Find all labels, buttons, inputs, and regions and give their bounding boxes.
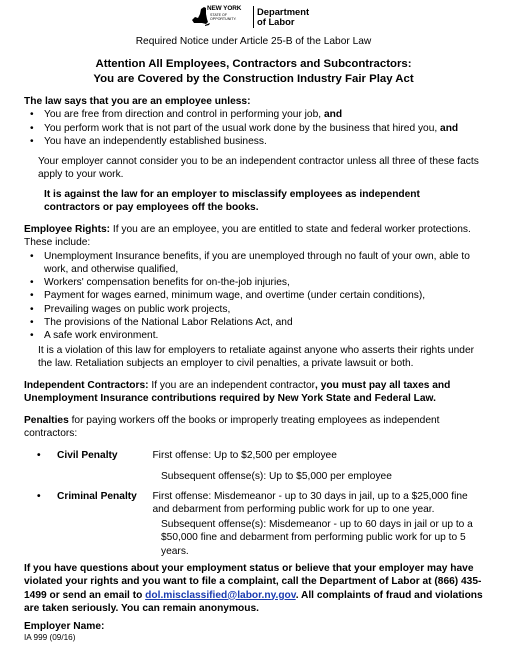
complaint-paragraph: If you have questions about your employment status or believe that your employer may have violated your rights and you want to file a complaint, call the Department of Labor at (866) 435-1499 or send an email to dol.misclassified@labor.ny.gov. All complaints of fraud and violations are taken seriously. You can remain anonymous. — [24, 563, 483, 614]
poster-title — [0, 57, 507, 87]
list-item: • A safe work environment. — [24, 329, 486, 342]
nys-state-logo — [189, 5, 251, 29]
logo-dept-line1: Department — [257, 6, 310, 18]
list-item: • The provisions of the National Labor Relations Act, and — [24, 316, 486, 329]
retaliation-paragraph: It is a violation of this law for employers to retaliate against anyone who asserts their rights under the law. Retaliation subjects an employer to civil penalties, a private lawsuit or both. — [38, 345, 475, 370]
misclassification-warning: It is against the law for an employer to misclassify employees as independent contractors or pay employees off the books. — [44, 189, 420, 214]
logo-state-name: NEW YORK — [207, 5, 242, 12]
title-line2: You are Covered by the Construction Industry Fair Play Act — [93, 72, 414, 85]
civil-penalty-label: • Civil Penalty — [37, 449, 152, 462]
criminal-subsequent-offense: Subsequent offense(s): Misdemeanor - up to 60 days in jail or up to a $50,000 fine and debarment from performing public work for up to 5 years. — [161, 519, 473, 557]
penalties-heading: Penalties — [24, 415, 69, 426]
employee-rights-list — [24, 250, 486, 343]
criminal-penalty-row — [37, 490, 487, 517]
employer-name-label: Employer Name: — [24, 621, 105, 632]
employee-rights-section — [24, 223, 486, 342]
employee-rights-heading: Employee Rights: — [24, 224, 111, 235]
list-item: • You have an independently established business. — [24, 135, 486, 148]
civil-first-offense: First offense: Up to $2,500 per employee — [152, 450, 337, 461]
employee-definition-section — [24, 95, 486, 148]
complaint-email-link[interactable]: dol.misclassified@labor.ny.gov — [145, 589, 296, 601]
criminal-penalty-label: • Criminal Penalty — [37, 490, 152, 517]
civil-subsequent-offense: Subsequent offense(s): Up to $5,000 per employee — [161, 471, 392, 482]
independent-contractors-heading: Independent Contractors: — [24, 380, 149, 391]
title-line1: Attention All Employees, Contractors and Subcontractors: — [95, 58, 412, 70]
list-item: • You perform work that is not part of the usual work done by the business that hired you, and — [24, 122, 486, 135]
list-item: • Unemployment Insurance benefits, if you are unemployed through no fault of your own, able to work, and otherwise qualified, — [24, 250, 486, 277]
penalties-intro: Penalties for paying workers off the books or improperly treating employees as independent contractors: — [24, 415, 440, 440]
criminal-first-offense: First offense: Misdemeanor - up to 30 days in jail, up to a $25,000 fine and debarment from performing public work for up to one year. — [152, 491, 468, 516]
civil-penalty-row — [37, 449, 487, 462]
logo-divider — [253, 6, 254, 28]
employee-definition-heading: The law says that you are an employee unless: — [24, 96, 251, 107]
list-item: • Payment for wages earned, minimum wage, and overtime (under certain conditions), — [24, 289, 486, 302]
logo-department — [257, 7, 309, 27]
logo-tagline-line1: STATE OF — [210, 13, 228, 17]
logo-tagline-line2: OPPORTUNITY. — [210, 16, 237, 21]
employee-rights-intro: Employee Rights: If you are an employee, you are entitled to state and federal worker protections. These include: — [24, 224, 471, 249]
employee-conditions-list — [24, 108, 486, 148]
list-item: • Workers' compensation benefits for on-the-job injuries, — [24, 276, 486, 289]
logo-tagline — [210, 14, 236, 22]
independent-contractors-section: Independent Contractors: If you are an independent contractor, you must pay all taxes and Unemployment Insurance contributions required by New York State and Federal Law. — [24, 380, 451, 405]
form-number: IA 999 (09/16) — [24, 633, 76, 642]
logo-dept-line2: of Labor — [257, 16, 295, 27]
list-item: • Prevailing wages on public work projects, — [24, 303, 486, 316]
three-facts-paragraph: Your employer cannot consider you to be an independent contractor unless all three of these facts apply to your work. — [38, 156, 479, 181]
nys-dol-logo — [189, 5, 309, 29]
list-item: • You are free from direction and control in performing your job, and — [24, 108, 486, 121]
required-notice: Required Notice under Article 25-B of the Labor Law — [135, 36, 372, 47]
